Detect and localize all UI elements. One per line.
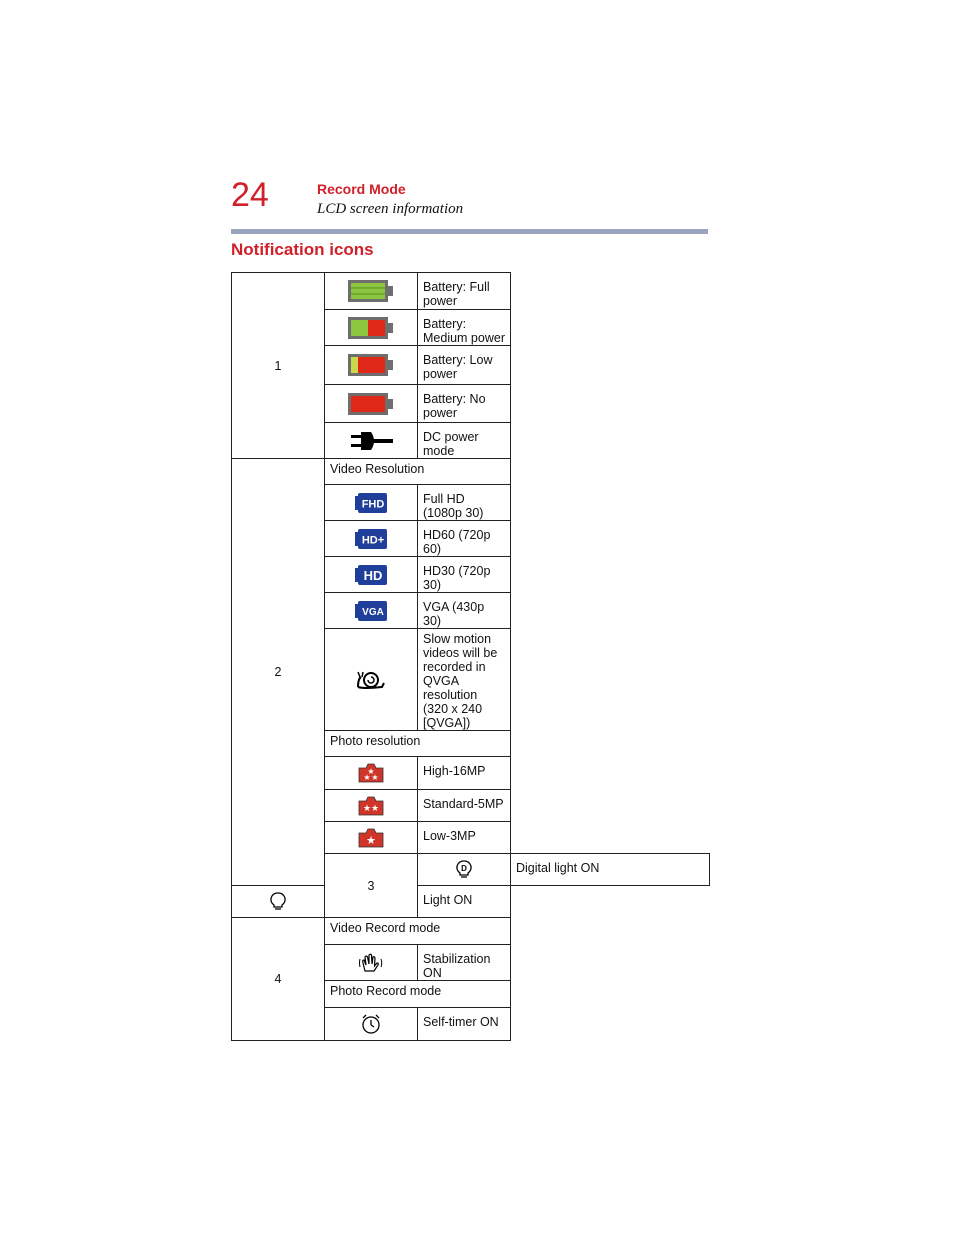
row-label: Full HD (1080p 30) (418, 485, 511, 521)
self-timer-icon (325, 1008, 418, 1041)
one-star-camera-icon (325, 822, 418, 854)
row-label: Battery: No power (418, 385, 511, 423)
row-label: Battery: Low power (418, 346, 511, 385)
row-label: Low-3MP (418, 822, 511, 854)
group-number: 2 (232, 459, 325, 886)
battery-low-icon (325, 346, 418, 385)
subsection-header: Video Resolution (325, 459, 511, 485)
row-label: High-16MP (418, 757, 511, 790)
two-star-camera-icon (325, 790, 418, 822)
group-number: 3 (325, 854, 418, 918)
three-star-camera-icon (325, 757, 418, 790)
row-label: Stabilization ON (418, 945, 511, 981)
stabilization-hand-icon (325, 945, 418, 981)
row-label: Self-timer ON (418, 1008, 511, 1041)
svg-text:★: ★ (367, 767, 375, 776)
badge-text: VGA (362, 606, 384, 618)
row-label: Standard-5MP (418, 790, 511, 822)
snail-icon (325, 629, 418, 731)
notification-icons-table (231, 272, 710, 1041)
svg-text:★: ★ (366, 834, 376, 847)
hd-plus-icon (325, 521, 418, 557)
row-label: Battery: Medium power (418, 310, 511, 346)
row-label: Battery: Full power (418, 273, 511, 310)
row-label: VGA (430p 30) (418, 593, 511, 629)
table-row (232, 273, 710, 310)
row-label: Light ON (418, 886, 511, 918)
chapter-title: Record Mode (317, 181, 406, 197)
svg-text:★: ★ (363, 773, 371, 782)
header-rule (231, 229, 708, 234)
table-row (232, 459, 710, 485)
table-row (232, 886, 710, 918)
svg-text:D: D (461, 863, 467, 873)
badge-text: FHD (361, 498, 385, 510)
svg-text:★: ★ (370, 802, 380, 813)
svg-text:★: ★ (362, 802, 372, 813)
vga-icon (325, 593, 418, 629)
badge-text: HD (363, 567, 383, 583)
row-label: HD30 (720p 30) (418, 557, 511, 593)
hd-icon (325, 557, 418, 593)
light-bulb-icon (232, 886, 325, 918)
svg-text:★: ★ (371, 773, 379, 782)
section-title: Notification icons (231, 240, 374, 259)
subsection-header: Photo Record mode (325, 981, 511, 1008)
badge-text: HD+ (361, 534, 385, 546)
table-row (232, 918, 710, 945)
row-label: Digital light ON (511, 854, 710, 886)
page-subtitle: LCD screen information (317, 201, 464, 217)
row-label: Slow motion videos will be recorded in QVGA resolution (320 x 240 [QVGA]) (418, 629, 511, 731)
dc-plug-icon (325, 423, 418, 459)
group-number: 4 (232, 918, 325, 1041)
battery-full-icon (325, 273, 418, 310)
subsection-header: Photo resolution (325, 731, 511, 757)
subsection-header: Video Record mode (325, 918, 511, 945)
row-label: HD60 (720p 60) (418, 521, 511, 557)
page-number: 24 (231, 176, 269, 214)
battery-empty-icon (325, 385, 418, 423)
fhd-icon (325, 485, 418, 521)
battery-medium-icon (325, 310, 418, 346)
row-label: DC power mode (418, 423, 511, 459)
digital-light-icon (418, 854, 511, 886)
group-number: 1 (232, 273, 325, 459)
